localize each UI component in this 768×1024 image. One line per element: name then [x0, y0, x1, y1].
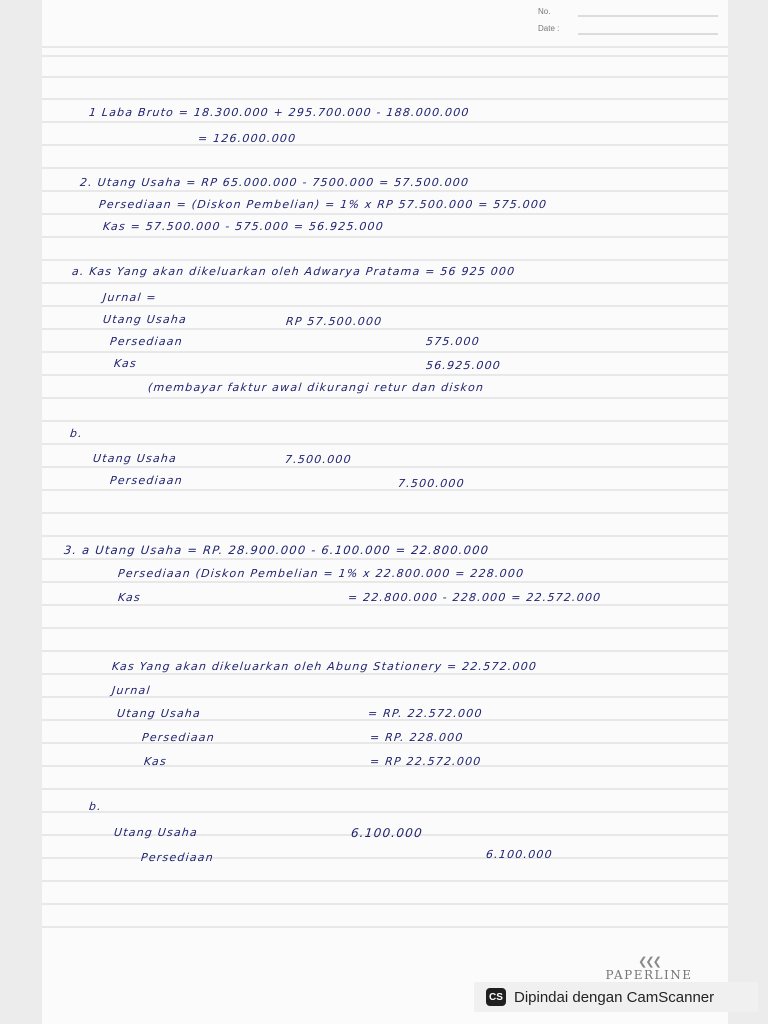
ruled-lines: [42, 0, 728, 1024]
handwritten-line: Kas Yang akan dikeluarkan oleh Abung Stationery = 22.572.000: [111, 660, 538, 673]
handwritten-line: RP 57.500.000: [285, 315, 384, 328]
handwritten-line: (membayar faktur awal dikurangi retur dan diskon: [147, 381, 485, 394]
handwritten-line: Kas: [113, 357, 138, 370]
handwritten-line: = 126.000.000: [197, 132, 297, 145]
handwritten-line: 6.100.000: [485, 848, 554, 861]
paperline-mark-icon: ❮❮❮: [638, 955, 660, 968]
header-date-label: Date :: [538, 24, 560, 33]
handwritten-line: Kas: [143, 755, 168, 768]
handwritten-line: 2. Utang Usaha = RP 65.000.000 - 7500.000 = 57.500.000: [79, 176, 470, 189]
paperline-logo: [604, 955, 694, 982]
handwritten-line: Kas: [117, 591, 142, 604]
camscanner-logo-icon: CS: [486, 988, 506, 1006]
handwritten-line: = RP 22.572.000: [369, 755, 483, 768]
handwritten-line: b.: [88, 800, 103, 813]
handwritten-line: Utang Usaha: [116, 707, 202, 720]
camscanner-text: Dipindai dengan CamScanner: [514, 988, 715, 1006]
handwritten-line: 1 Laba Bruto = 18.300.000 + 295.700.000 - 188.000.000: [88, 106, 471, 119]
handwritten-line: Persediaan = (Diskon Pembelian) = 1% x RP 57.500.000 = 575.000: [98, 198, 548, 211]
camscanner-watermark: [474, 982, 758, 1012]
handwritten-line: 7.500.000: [284, 453, 353, 466]
handwritten-line: 6.100.000: [350, 826, 424, 840]
handwritten-line: 3. a Utang Usaha = RP. 28.900.000 - 6.100.000 = 22.800.000: [63, 543, 490, 557]
handwritten-line: 56.925.000: [425, 359, 502, 372]
handwritten-line: b.: [69, 427, 84, 440]
handwritten-line: = RP. 228.000: [369, 731, 465, 744]
handwritten-line: Kas = 57.500.000 - 575.000 = 56.925.000: [102, 220, 385, 233]
handwritten-line: Persediaan: [109, 335, 184, 348]
handwritten-line: = RP. 22.572.000: [367, 707, 484, 720]
handwritten-line: Utang Usaha: [102, 313, 188, 326]
handwritten-line: Jurnal =: [102, 291, 158, 304]
handwritten-line: Jurnal: [111, 684, 152, 697]
handwritten-line: Utang Usaha: [92, 452, 178, 465]
header-no-label: No.: [538, 7, 551, 16]
handwritten-line: Persediaan: [141, 731, 216, 744]
notebook-page: [42, 0, 728, 1024]
handwritten-line: a. Kas Yang akan dikeluarkan oleh Adwarya Pratama = 56 925 000: [71, 265, 517, 278]
handwritten-line: Utang Usaha: [113, 826, 199, 839]
handwritten-line: Persediaan: [140, 851, 215, 864]
handwritten-line: = 22.800.000 - 228.000 = 22.572.000: [347, 591, 603, 604]
handwritten-line: 7.500.000: [397, 477, 466, 490]
handwritten-line: 575.000: [425, 335, 481, 348]
handwritten-line: Persediaan (Diskon Pembelian = 1% x 22.800.000 = 228.000: [117, 567, 525, 580]
handwritten-line: Persediaan: [109, 474, 184, 487]
paperline-brand: PAPERLINE: [605, 968, 693, 982]
